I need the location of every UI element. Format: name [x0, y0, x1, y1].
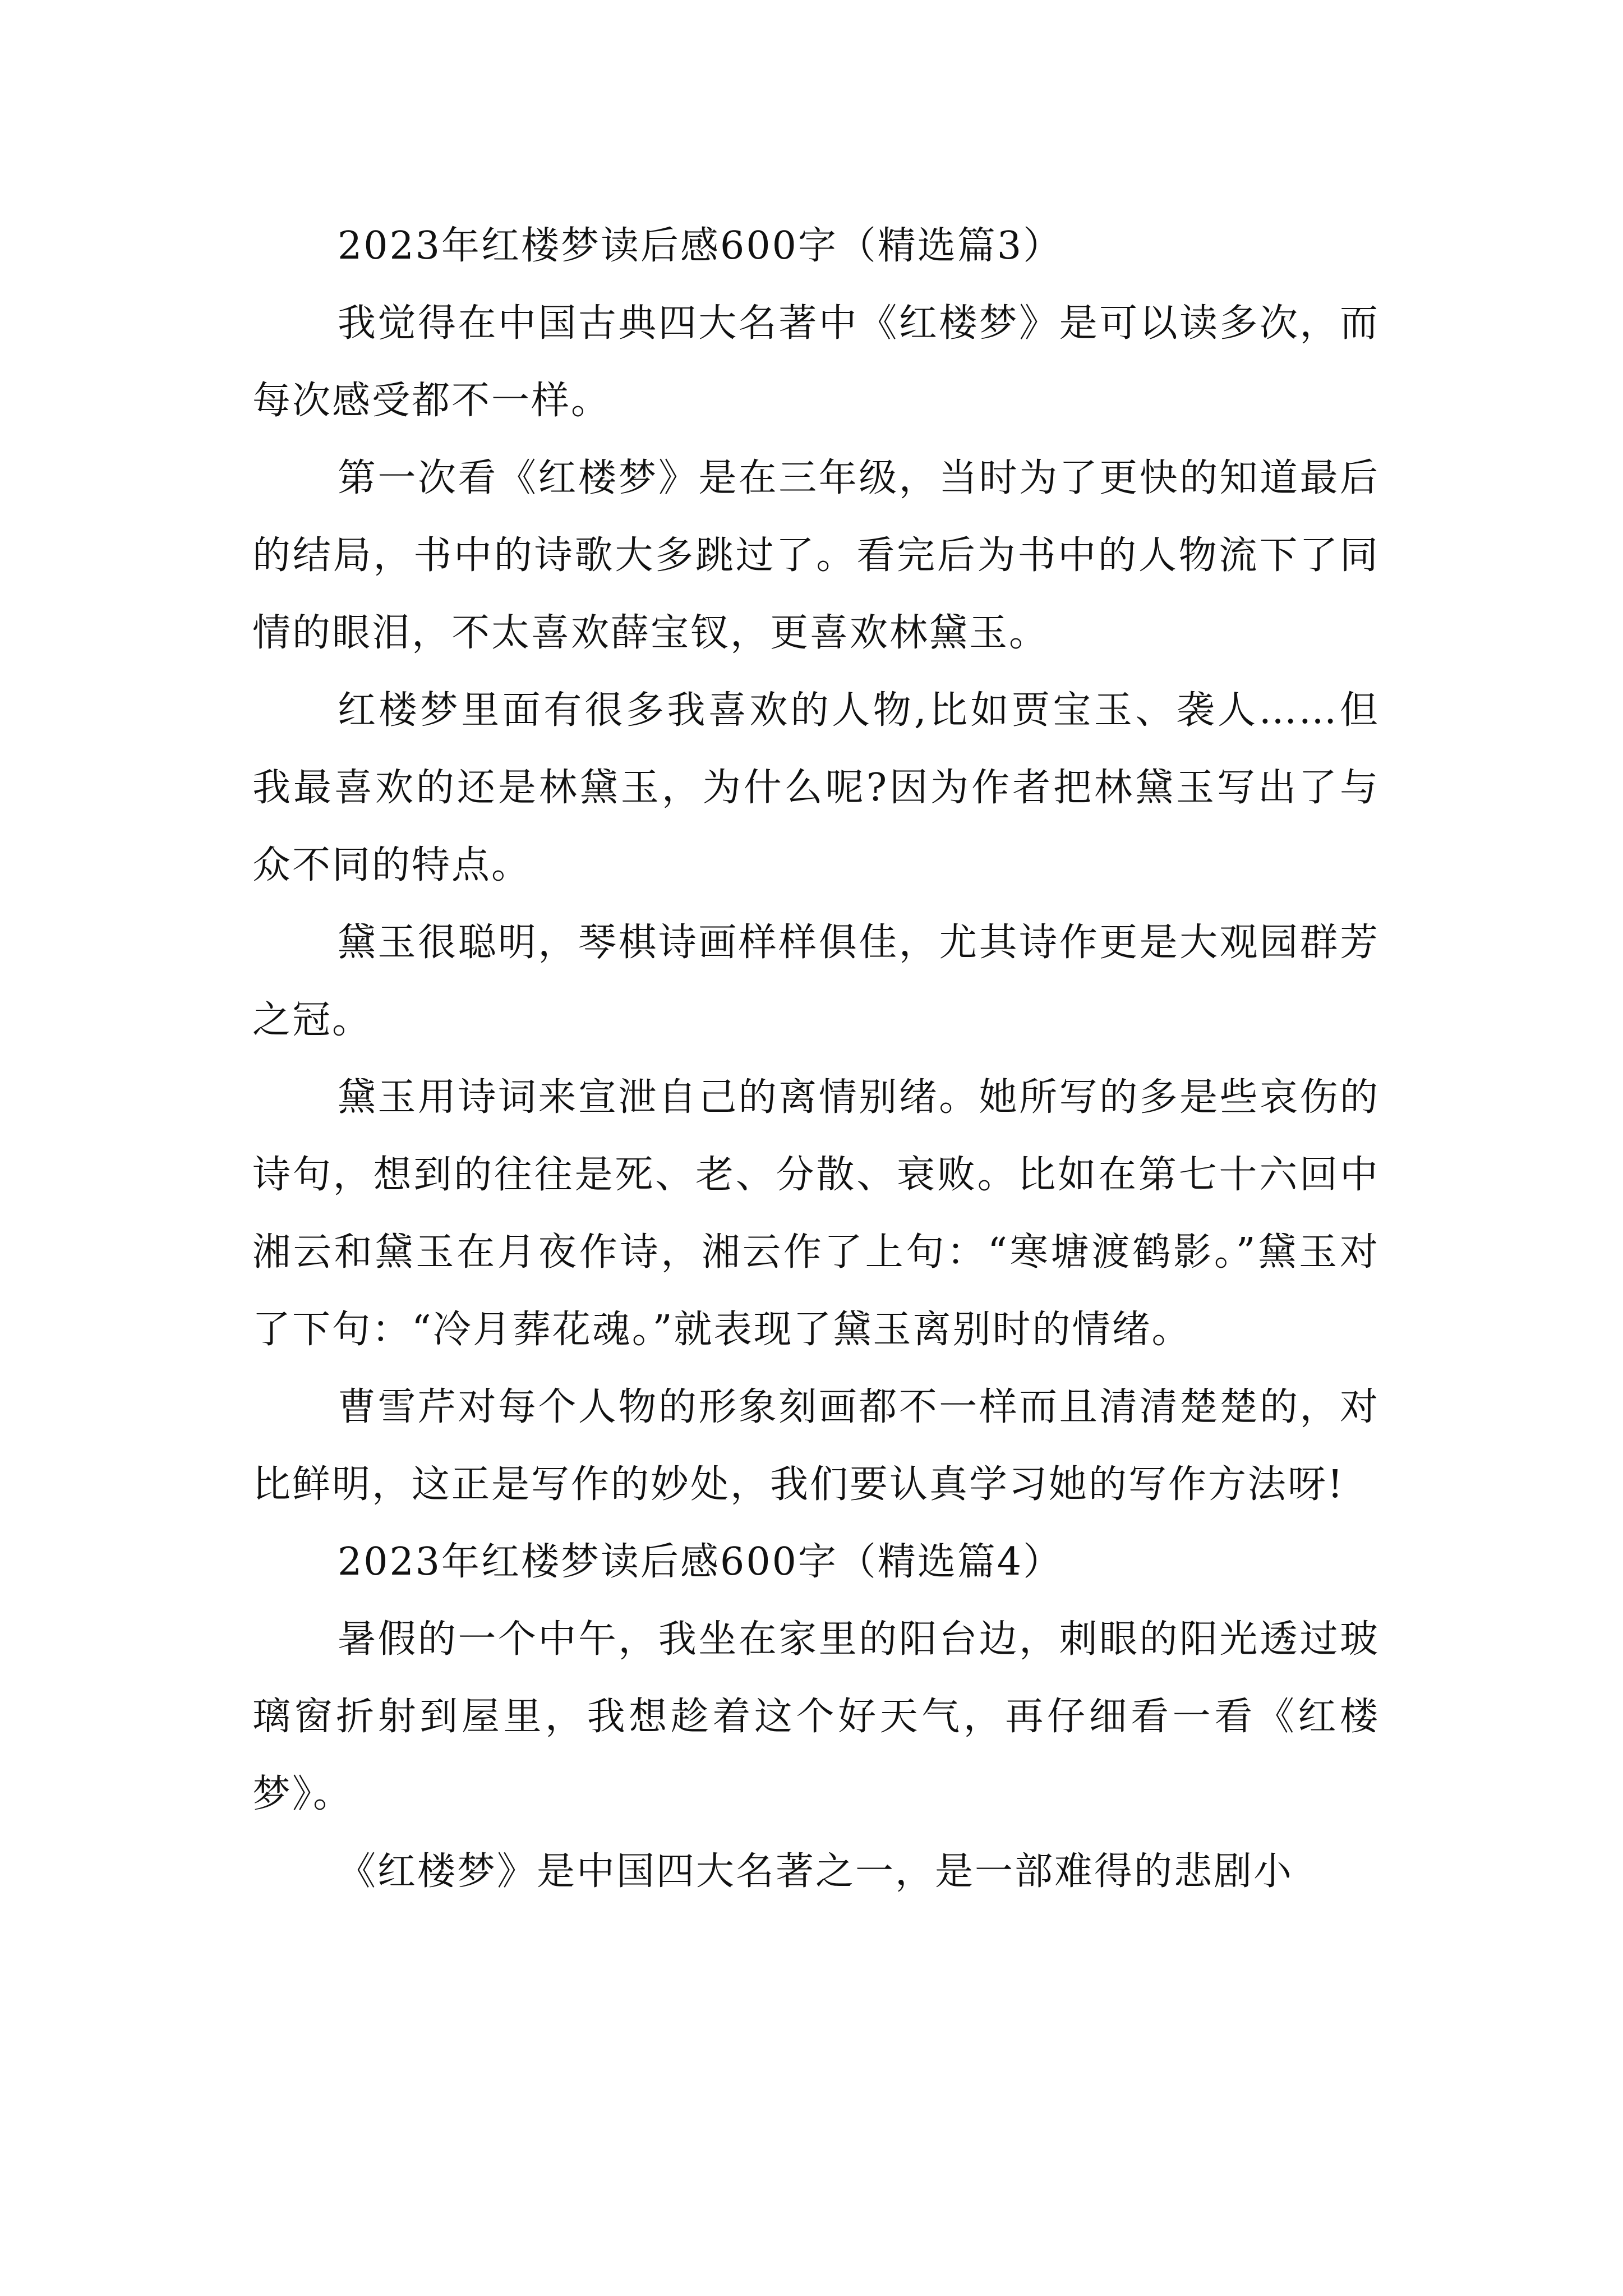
paragraph: 黛玉很聪明，琴棋诗画样样俱佳，尤其诗作更是大观园群芳之冠。	[252, 921, 1380, 1042]
paragraph: 暑假的一个中午，我坐在家里的阳台边，刺眼的阳光透过玻璃窗折射到屋里，我想趁着这个好天气，再仔细看一看《红楼梦》。	[252, 1617, 1380, 1816]
section-heading: 2023年红楼梦读后感600字（精选篇3）	[338, 224, 1063, 268]
paragraph: 曹雪芹对每个人物的形象刻画都不一样而且清清楚楚的，对比鲜明，这正是写作的妙处，我们要认真学习她的写作方法呀!	[252, 1385, 1380, 1507]
document-page	[252, 208, 1380, 1911]
paragraph: 红楼梦里面有很多我喜欢的人物,比如贾宝玉、袭人……但我最喜欢的还是林黛玉，为什么呢?因为作者把林黛玉写出了与众不同的特点。	[252, 688, 1380, 887]
section-heading: 2023年红楼梦读后感600字（精选篇4）	[338, 1540, 1063, 1584]
paragraph: 第一次看《红楼梦》是在三年级，当时为了更快的知道最后的结局，书中的诗歌大多跳过了。看完后为书中的人物流下了同情的眼泪，不太喜欢薛宝钗，更喜欢林黛玉。	[252, 456, 1380, 655]
paragraph: 《红楼梦》是中国四大名著之一，是一部难得的悲剧小	[338, 1849, 1294, 1894]
paragraph: 我觉得在中国古典四大名著中《红楼梦》是可以读多次，而每次感受都不一样。	[252, 301, 1380, 423]
paragraph: 黛玉用诗词来宣泄自己的离情别绪。她所写的多是些哀伤的诗句，想到的往往是死、老、分散、衰败。比如在第七十六回中湘云和黛玉在月夜作诗，湘云作了上句：“寒塘渡鹤影。”黛玉对了下句：“冷月葬花魂。”就表现了黛玉离别时的情绪。	[252, 1075, 1380, 1352]
